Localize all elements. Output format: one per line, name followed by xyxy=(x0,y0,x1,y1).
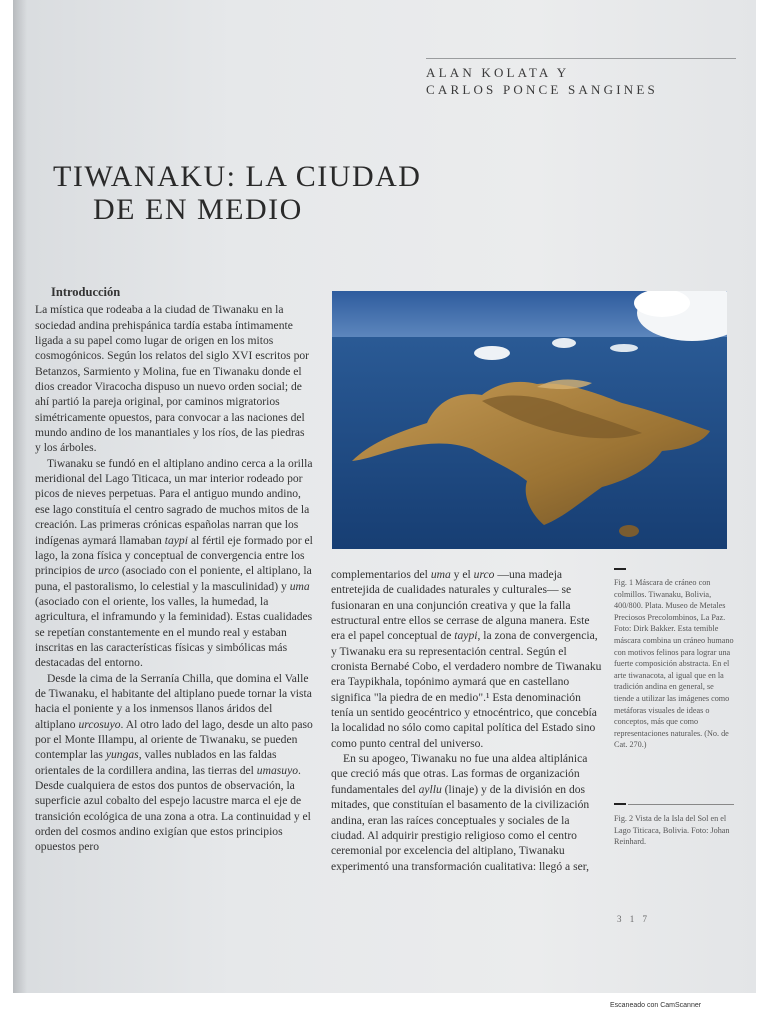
scanned-page xyxy=(13,0,756,993)
paragraph-4: complementarios del uma y el urco —una madeja entretejida de cualidades naturales y culturales— se fusionaran en una conjunción creativa y que la falla estructural entre ellos se cerrase de alguna manera. Este era el papel conceptual de taypi, la zona de convergencia, y Tiwanaku era su representación central. Según el cronista Bernabé Cobo, el verdadero nombre de Tiwanaku era Taypikhala, topónimo aymará que en castellano significa "la piedra de en medio".¹ Esta denominación tenía un sentido geocéntrico y etnocéntrico, que concebía la localidad no sólo como capital política del Estado sino como punto central del universo. xyxy=(331,568,602,750)
figure-2-caption: Fig. 2 Vista de la Isla del Sol en el Lago Titicaca, Bolivia. Foto: Johan Reinhard. xyxy=(614,814,730,847)
isla-del-sol-image xyxy=(332,291,727,549)
author-names xyxy=(426,64,746,98)
island-photo xyxy=(332,291,727,549)
caption-marker-2 xyxy=(614,803,626,805)
text-column-right xyxy=(331,567,603,874)
figure-1-caption: Fig. 1 Máscara de cráneo con colmillos. Tiwanaku, Bolivia, 400/800. Plata. Museo de Metales Preciosos Precolombinos, La Paz. Foto: Dirk Bakker. Esta temible máscara combina un cráneo humano con motivos felinos para lograr una fuerte composición abstracta. En el arte tiwanacota, al igual que en la tradición andina en general, se tiende a utilizar las imágenes como metáforas visuales de ideas o conceptos, más que como representaciones naturales. (No. de Cat. 270.) xyxy=(614,578,734,750)
article-title xyxy=(53,160,513,226)
author-rule xyxy=(426,58,736,59)
caption-rule-2 xyxy=(628,804,734,805)
page-edge-shadow xyxy=(13,0,27,993)
page-number: 3 1 7 xyxy=(617,914,650,924)
scanner-footer: Escaneado con CamScanner xyxy=(610,1002,702,1009)
paragraph-2: Tiwanaku se fundó en el altiplano andino cerca a la orilla meridional del Lago Titicaca, un mar interior rodeado por picos de nieves perpetuas. Para el antiguo mundo andino, ese lago constituía el centro sagrado de muchos mitos de la creación. Las primeras crónicas españolas narran que los indígenas aymará llamaban taypi al fértil eje formado por el lago, la zona física y conceptual de convergencia entre los principios de urco (asociado con el poniente, el altiplano, la puna, el pastoralismo, lo celestial y la masculinidad) y uma (asociado con el oriente, los valles, la humedad, la agricultura, el inframundo y la feminidad). Estas cualidades se repetían constantemente en el mundo real y estaban inscritas en las características físicas y simbólicas más destacadas del entorno. xyxy=(35,456,313,670)
title-line-1: TIWANAKU: LA CIUDAD xyxy=(53,160,422,193)
title-line-2: DE EN MEDIO xyxy=(93,193,303,226)
paragraph-5: En su apogeo, Tiwanaku no fue una aldea altiplánica que creció más que otras. Las formas de organización fundamentales del ayllu (linaje) y de la división en dos mitades, que constituían el basamento de la civilización andina, eran las raíces conceptuales y sociales de la ciudad. Al adquirir prestigio religioso como el centro ceremonial por excelencia del altiplano, Tiwanaku experimentó una transformación cualitativa: llegó a ser, xyxy=(331,752,590,873)
section-heading: Introducción xyxy=(51,285,121,299)
paragraph-3: Desde la cima de la Serranía Chilla, que domina el Valle de Tiwanaku, el habitante del altiplano puede tornar la vista hacia el poniente y a los inmensos llanos áridos del altiplano urcosuyo. Al otro lado del lago, desde un alto paso por el Monte Illampu, al oriente de Tiwanaku, se pueden contemplar las yungas, valles nublados en las faldas orientales de la cordillera andina, las tierras del umasuyo. Desde cualquiera de estos dos puntos de observación, la superficie azul cobalto del espejo lacustre marca el eje de transición ecológica de una zona a otra. La continuidad y el orden del cosmos andino exigían que estos principios opuestos pero xyxy=(35,671,313,854)
caption-marker-1 xyxy=(614,568,626,570)
paragraph-1: La mística que rodeaba a la ciudad de Tiwanaku en la sociedad andina prehispánica tardía estaba íntimamente ligada a su papel como lugar de origen en los mitos cosmogónicos. Según los relatos del siglo XVI escritos por Betanzos, Sarmiento y Molina, fue en Tiwanaku donde el dios creador Viracocha dispuso un nuevo orden social; de ahí partió la pareja original, por caminos migratorios simétricamente opuestos, para convocar a las naciones del mundo andino de los manantiales y los ríos, de las piedras y los árboles. xyxy=(35,303,310,455)
author-line-2: CARLOS PONCE SANGINES xyxy=(426,82,658,97)
author-line-1: ALAN KOLATA Y xyxy=(426,65,570,80)
text-column-left xyxy=(35,285,313,855)
